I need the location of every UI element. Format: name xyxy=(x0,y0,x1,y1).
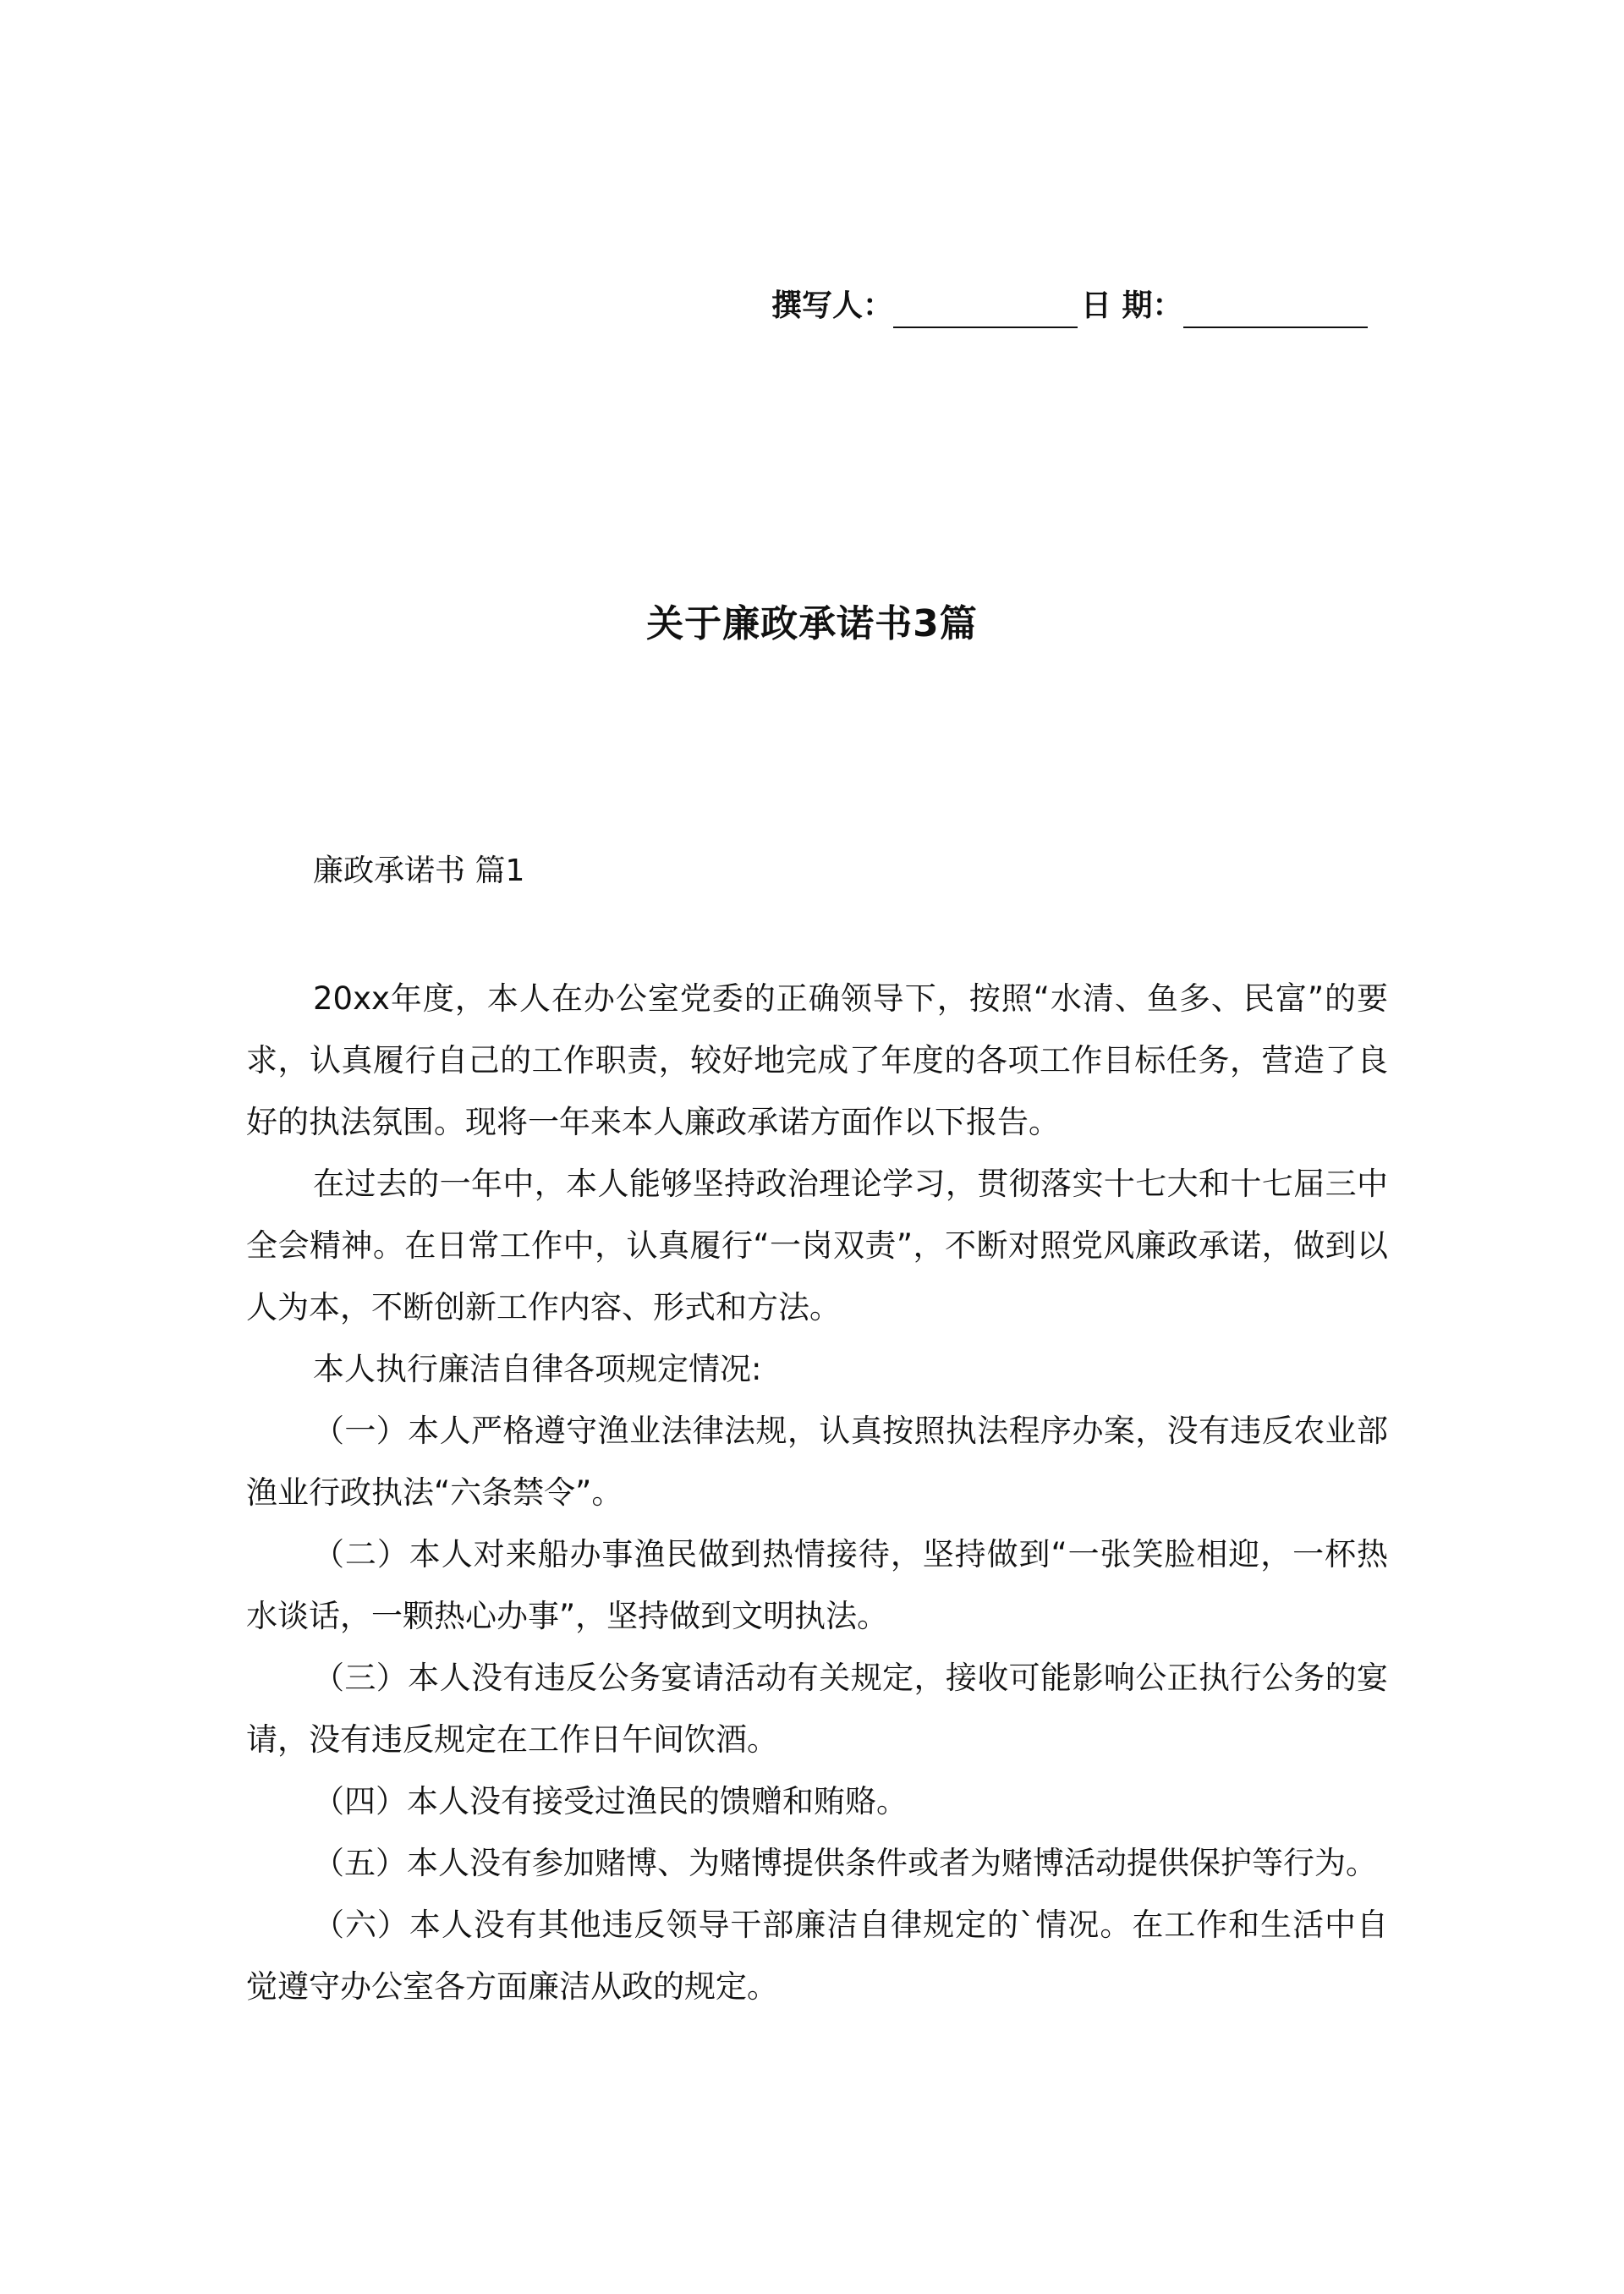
document-title: 关于廉政承诺书3篇 xyxy=(646,602,978,645)
paragraph-5: （二）本人对来船办事渔民做到热情接待，坚持做到“一张笑脸相迎，一杯热水谈话，一颗热心办事”，坚持做到文明执法。 xyxy=(246,1536,1388,1634)
paragraph-4: （一）本人严格遵守渔业法律法规，认真按照执法程序办案，没有违反农业部渔业行政执法“六条禁令”。 xyxy=(246,1413,1388,1511)
document-body xyxy=(246,968,1388,2017)
date-label: 日 期： xyxy=(1081,288,1183,323)
paragraph-6: （三）本人没有违反公务宴请活动有关规定，接收可能影响公正执行公务的宴请，没有违反规定在工作日午间饮酒。 xyxy=(246,1660,1388,1758)
date-blank xyxy=(1183,289,1368,328)
paragraph-3: 本人执行廉洁自律各项规定情况: xyxy=(313,1351,762,1387)
section-heading: 廉政承诺书 篇1 xyxy=(313,853,525,888)
paragraph-7: （四）本人没有接受过渔民的馈赠和贿赂。 xyxy=(313,1783,908,1819)
author-date-line xyxy=(771,284,1387,328)
paragraph-1: 20xx年度，本人在办公室党委的正确领导下，按照“水清、鱼多、民富”的要求，认真履行自己的工作职责，较好地完成了年度的各项工作目标任务，营造了良好的执法氛围。现将一年来本人廉政承诺方面作以下报告。 xyxy=(246,980,1388,1140)
paragraph-8: （五）本人没有参加赌博、为赌博提供条件或者为赌博活动提供保护等行为。 xyxy=(313,1845,1377,1881)
author-blank xyxy=(893,289,1078,328)
paragraph-2: 在过去的一年中，本人能够坚持政治理论学习，贯彻落实十七大和十七届三中全会精神。在日常工作中，认真履行“一岗双责”，不断对照党风廉政承诺，做到以人为本，不断创新工作内容、形式和方法。 xyxy=(246,1166,1388,1325)
author-label: 撰写人： xyxy=(771,288,894,323)
paragraph-9: （六）本人没有其他违反领导干部廉洁自律规定的`情况。在工作和生活中自觉遵守办公室各方面廉洁从政的规定。 xyxy=(246,1907,1388,2005)
